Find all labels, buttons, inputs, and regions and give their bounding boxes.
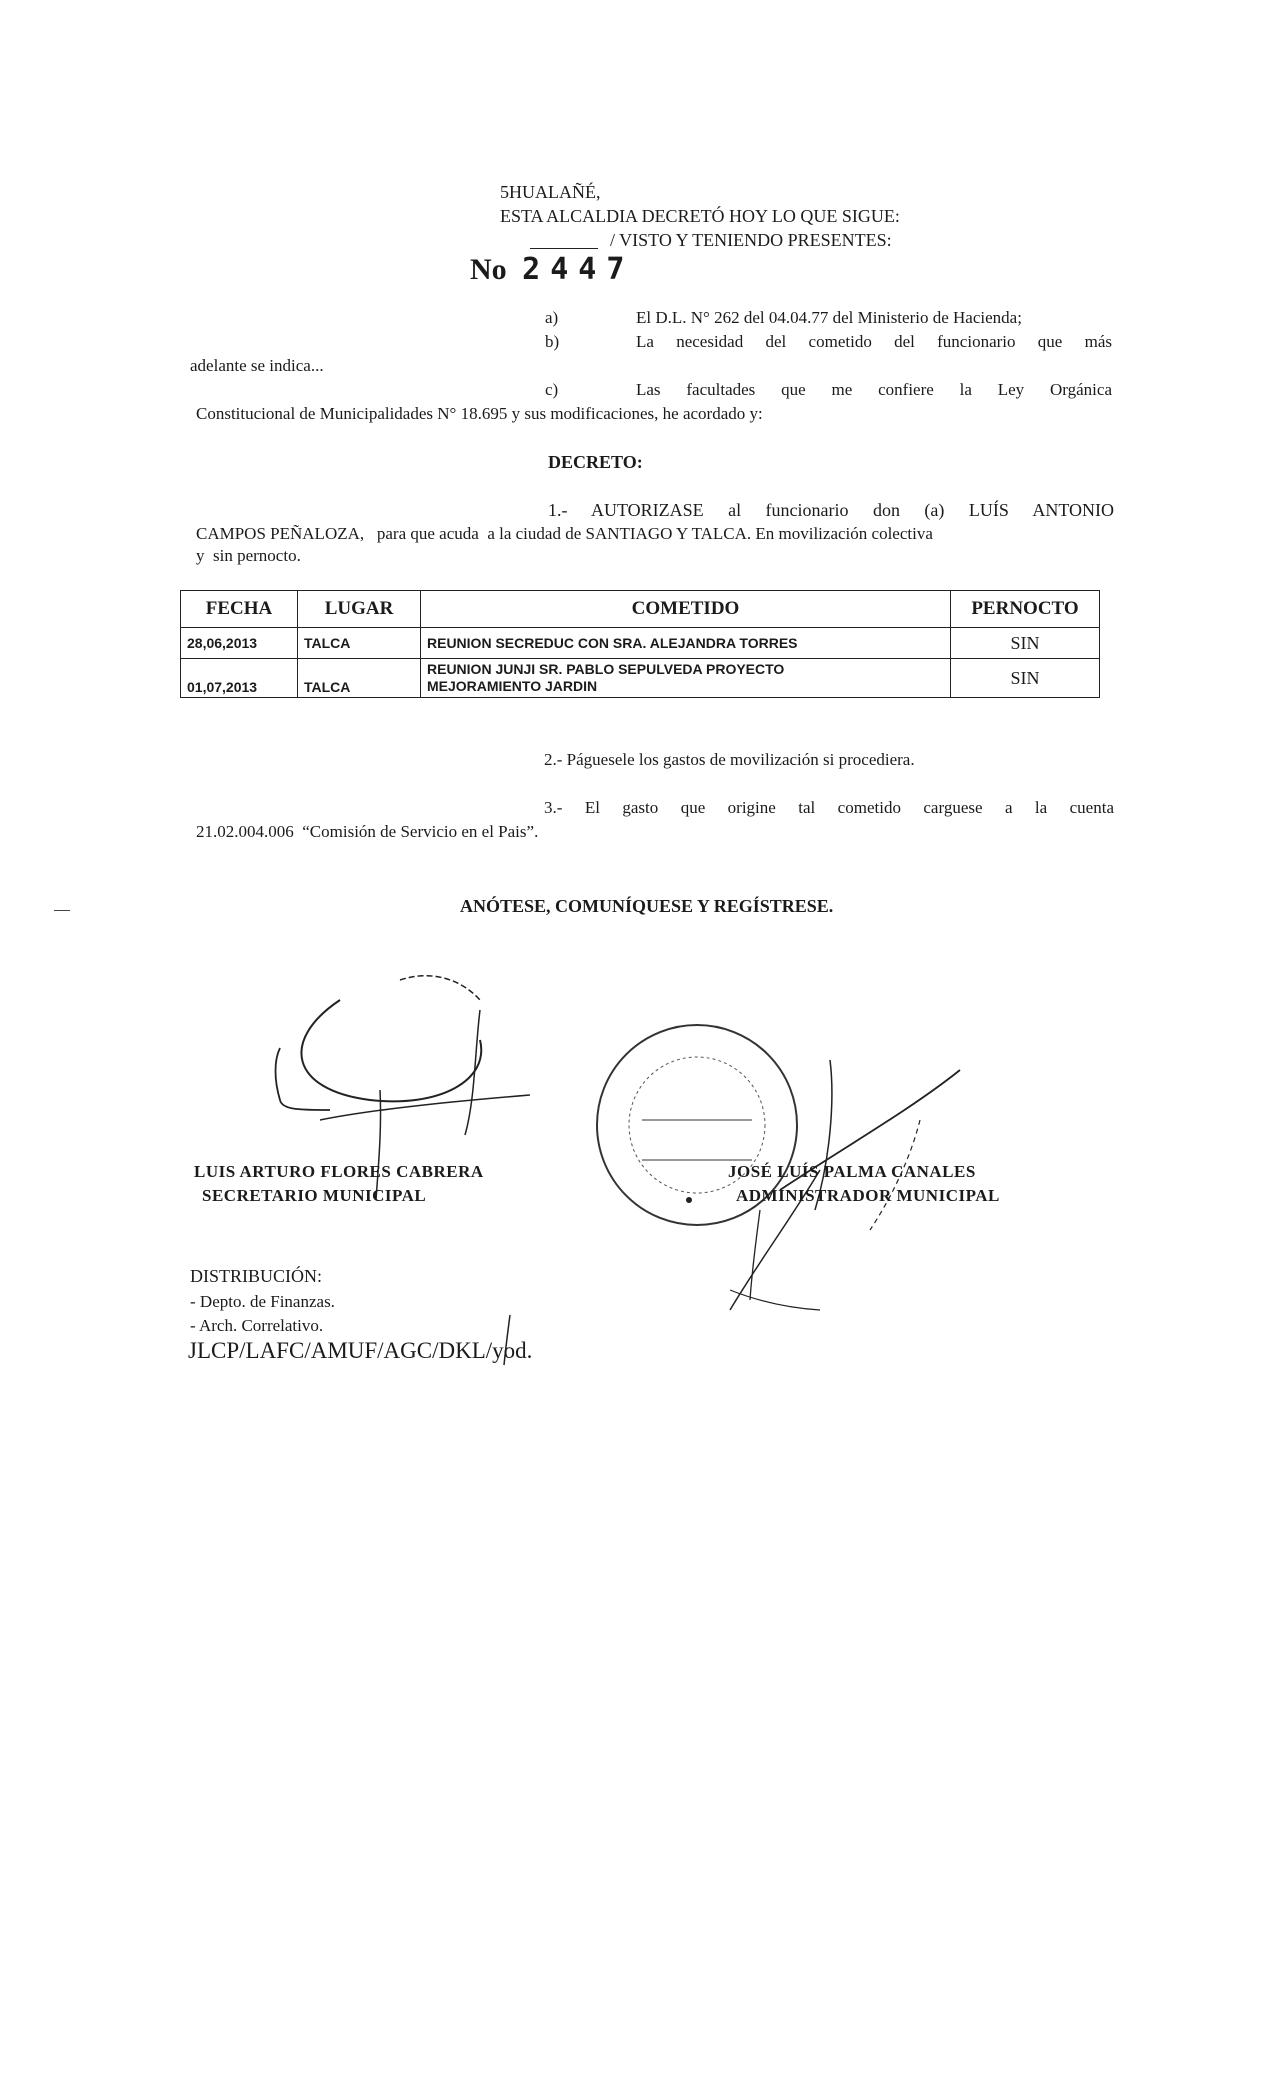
point2: 2.- Páguesele los gastos de movilización si procediera. bbox=[544, 750, 915, 769]
decreto-title: DECRETO: bbox=[548, 452, 643, 472]
decree-number-value: 2447 bbox=[522, 252, 635, 287]
closing-formula: ANÓTESE, COMUNÍQUESE Y REGÍSTRESE. bbox=[460, 896, 834, 916]
visto-b-text: La necesidad del cometido del funcionario que más bbox=[636, 332, 1112, 351]
row2-cometido-line1: REUNION JUNJI SR. PABLO SEPULVEDA PROYECTO bbox=[427, 661, 785, 677]
distribucion-item: - Arch. Correlativo. bbox=[190, 1316, 324, 1335]
initials-mark bbox=[480, 1310, 540, 1370]
point3-line2: 21.02.004.006 “Comisión de Servicio en el Pais”. bbox=[196, 822, 539, 841]
row1-lugar: TALCA bbox=[298, 628, 421, 659]
visto-c-continuation: Constitucional de Municipalidades N° 18.695 y sus modificaciones, he acordado y: bbox=[196, 404, 763, 423]
row1-pernocto: SIN bbox=[951, 628, 1100, 659]
decree-number-prefix: No bbox=[470, 253, 507, 286]
row2-cometido bbox=[421, 659, 951, 698]
row2-lugar: TALCA bbox=[298, 659, 421, 698]
decree-intro: ESTA ALCALDIA DECRETÓ HOY LO QUE SIGUE: bbox=[500, 206, 900, 226]
right-signer-name: JOSÉ LUÍS PALMA CANALES bbox=[728, 1162, 976, 1181]
table-header-row bbox=[181, 591, 1100, 628]
point1-line3: y sin pernocto. bbox=[196, 546, 301, 565]
point1-lead: 1.- AUTORIZASE al funcionario don (a) LUÍS ANTONIO bbox=[548, 500, 1114, 520]
decree-number bbox=[470, 252, 634, 287]
left-signer-title: SECRETARIO MUNICIPAL bbox=[202, 1186, 427, 1205]
header-lugar: LUGAR bbox=[298, 591, 421, 628]
header-pernocto: PERNOCTO bbox=[951, 591, 1100, 628]
point3-lead: 3.- El gasto que origine tal cometido carguese a la cuenta bbox=[544, 798, 1114, 817]
left-signer-name: LUIS ARTURO FLORES CABRERA bbox=[194, 1162, 484, 1181]
row2-fecha: 01,07,2013 bbox=[181, 659, 298, 698]
header-fecha: FECHA bbox=[181, 591, 298, 628]
visto-a-letter: a) bbox=[545, 308, 559, 327]
margin-dash bbox=[54, 910, 70, 911]
right-signer-title: ADMINISTRADOR MUNICIPAL bbox=[736, 1186, 1000, 1205]
row1-fecha: 28,06,2013 bbox=[181, 628, 298, 659]
distribucion-initials: JLCP/LAFC/AMUF/AGC/DKL/yod. bbox=[188, 1338, 533, 1363]
visto-c-text: Las facultades que me confiere la Ley Orgánica bbox=[636, 380, 1112, 399]
row1-cometido-text: REUNION SECREDUC CON SRA. ALEJANDRA TORRES bbox=[427, 635, 798, 651]
row2-pernocto: SIN bbox=[951, 659, 1100, 698]
table-row bbox=[181, 628, 1100, 659]
visto-heading: / VISTO Y TENIENDO PRESENTES: bbox=[610, 230, 892, 250]
header-cometido: COMETIDO bbox=[421, 591, 951, 628]
city-line: 5HUALAÑÉ, bbox=[500, 182, 601, 202]
row1-cometido bbox=[421, 628, 951, 659]
schedule-table bbox=[180, 590, 1100, 698]
table-row bbox=[181, 659, 1100, 698]
visto-b-letter: b) bbox=[545, 332, 560, 351]
distribucion-item: - Depto. de Finanzas. bbox=[190, 1292, 335, 1311]
distribucion-title: DISTRIBUCIÓN: bbox=[190, 1266, 323, 1286]
blank-underline bbox=[530, 248, 598, 249]
visto-a-text: El D.L. N° 262 del 04.04.77 del Ministerio de Hacienda; bbox=[636, 308, 1022, 327]
visto-c-letter: c) bbox=[545, 380, 559, 399]
visto-b-continuation: adelante se indica... bbox=[190, 356, 324, 375]
row2-cometido-line2: MEJORAMIENTO JARDIN bbox=[427, 678, 598, 694]
point1-line2: CAMPOS PEÑALOZA, para que acuda a la ciudad de SANTIAGO Y TALCA. En movilización colectiva bbox=[196, 524, 933, 543]
